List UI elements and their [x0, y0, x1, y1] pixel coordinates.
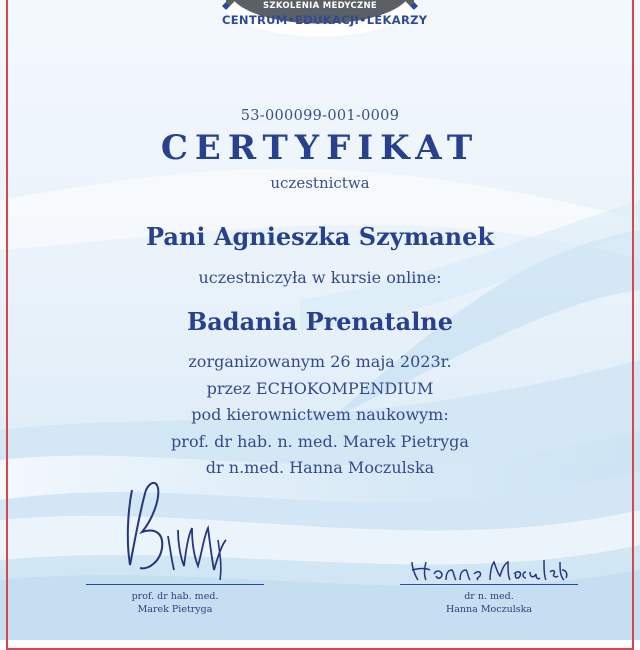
logo-text-middle: SZKOLENIA MEDYCZNE	[262, 1, 378, 11]
right-signature-line	[400, 584, 578, 585]
recipient-name: Pani Agnieszka Szymanek	[146, 222, 494, 251]
detail-line: zorganizowanym 26 maja 2023r.	[188, 352, 452, 371]
detail-line: dr n.med. Hanna Moczulska	[205, 458, 435, 477]
certificate-title: CERTYFIKAT	[160, 128, 480, 168]
left-signature-line	[86, 584, 264, 585]
right-signatory-title: dr n. med.	[464, 591, 514, 602]
certificate-subtitle: uczestnictwa	[270, 174, 370, 192]
logo-text-bottom: CENTRUM•EDUKACJI•LEKARZY	[222, 13, 428, 27]
participation-statement: uczestniczyła w kursie online:	[198, 268, 442, 287]
left-signature	[118, 470, 238, 585]
left-signatory-title: prof. dr hab. med.	[131, 591, 219, 602]
course-name: Badania Prenatalne	[186, 307, 454, 336]
right-signatory-name: Hanna Moczulska	[445, 604, 533, 615]
certificate-number: 53-000099-001-0009	[240, 108, 400, 124]
left-signature-caption	[86, 590, 264, 616]
course-details	[0, 349, 640, 482]
left-signatory-name: Marek Pietryga	[137, 604, 213, 615]
right-signature-caption	[400, 590, 578, 616]
right-signature	[400, 556, 570, 586]
detail-line: prof. dr hab. n. med. Marek Pietryga	[171, 431, 469, 451]
detail-line: przez ECHOKOMPENDIUM	[206, 378, 434, 398]
logo-seal	[222, 0, 428, 42]
detail-line: pod kierownictwem naukowym:	[191, 405, 449, 424]
